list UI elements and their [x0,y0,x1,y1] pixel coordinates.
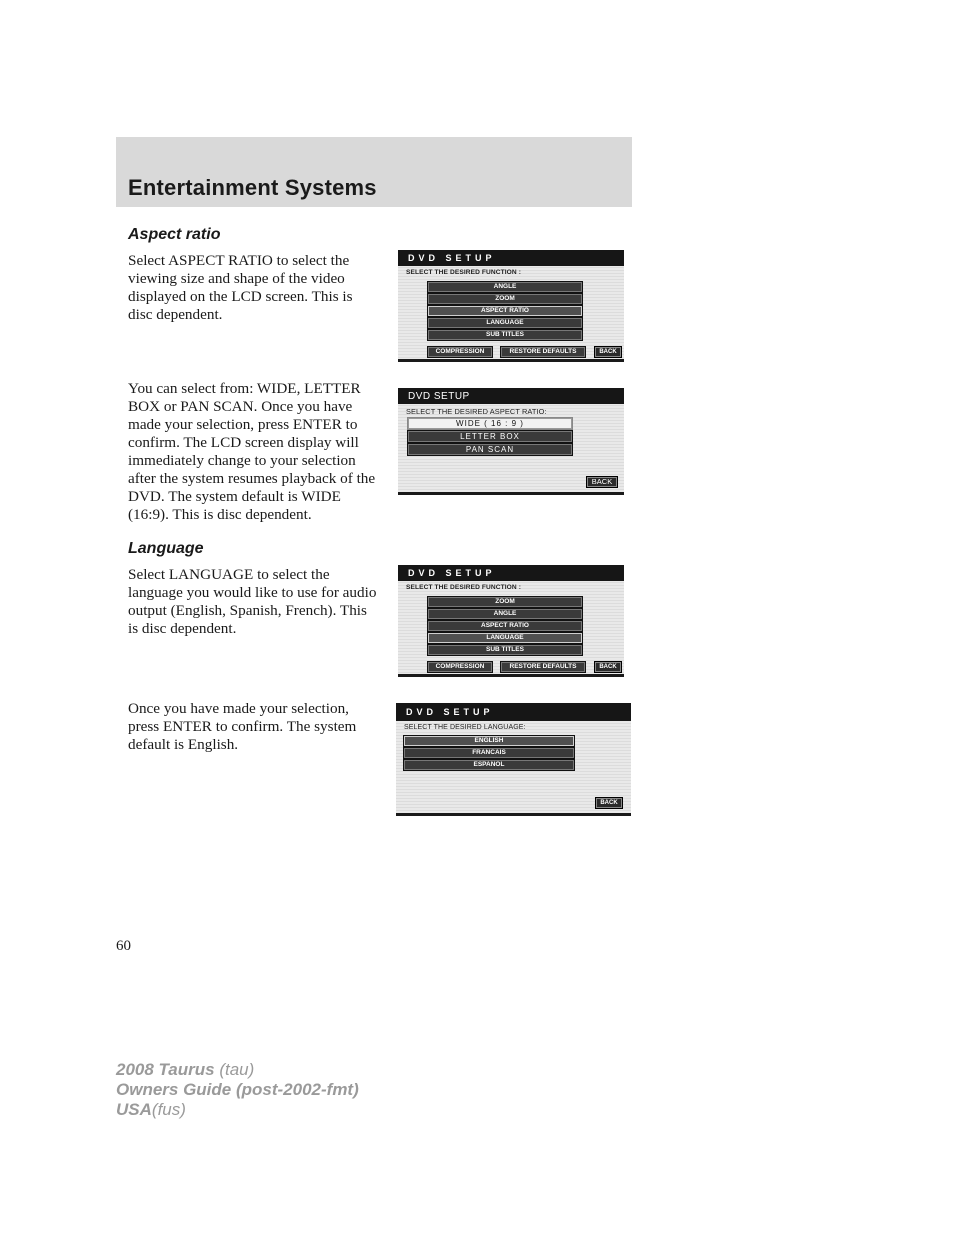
option-pan-scan[interactable]: PAN SCAN [407,443,573,456]
screen-title: DVD SETUP [398,250,624,266]
option-letter-box[interactable]: LETTER BOX [407,430,573,443]
restore-defaults-button[interactable]: RESTORE DEFAULTS [500,346,586,358]
dvd-setup-screen-function-menu-language [398,565,624,677]
screen-prompt: SELECT THE DESIRED ASPECT RATIO: [406,407,547,416]
back-button[interactable]: BACK [586,476,618,488]
back-button[interactable]: BACK [594,661,622,673]
dvd-setup-screen-language [396,703,631,816]
restore-defaults-button[interactable]: RESTORE DEFAULTS [500,661,586,673]
menu-item-angle[interactable]: ANGLE [427,281,583,293]
menu-item-sub-titles[interactable]: SUB TITLES [427,329,583,341]
footer-model-code: (tau) [219,1060,255,1079]
footer-market: USA [116,1100,152,1119]
language-paragraph-1: Select LANGUAGE to select the language you would like to use for audio output (English, Spanish, French). This is disc dependent. [128,566,377,637]
option-wide-16-9[interactable]: WIDE ( 16 : 9 ) [407,417,573,430]
footer-model: 2008 Taurus [116,1060,215,1079]
screen-prompt: SELECT THE DESIRED FUNCTION : [406,269,521,276]
menu-item-aspect-ratio[interactable]: ASPECT RATIO [427,620,583,632]
menu-item-angle[interactable]: ANGLE [427,608,583,620]
menu-item-sub-titles[interactable]: SUB TITLES [427,644,583,656]
aspect-ratio-paragraph-2: You can select from: WIDE, LETTER BOX or PAN SCAN. Once you have made your selection, press ENTER to confirm. The LCD screen display will immediately change to your selection after the system resumes playback of the DVD. The system default is WIDE (16:9). This is disc dependent. [128,380,376,523]
compression-button[interactable]: COMPRESSION [427,661,493,673]
option-espanol[interactable]: ESPANOL [403,759,575,771]
footer-line-3 [116,1100,359,1120]
screen-title: DVD SETUP [398,565,624,581]
document-footer [116,1060,359,1120]
screen-title: DVD SETUP [398,388,624,404]
dvd-setup-screen-aspect-ratio [398,388,624,495]
back-button[interactable]: BACK [595,797,623,809]
aspect-ratio-paragraph-1: Select ASPECT RATIO to select the viewing size and shape of the video displayed on the LCD screen. This is disc dependent. [128,252,353,323]
menu-item-language[interactable]: LANGUAGE [427,317,583,329]
menu-item-zoom[interactable]: ZOOM [427,596,583,608]
menu-item-aspect-ratio[interactable]: ASPECT RATIO [427,305,583,317]
option-francais[interactable]: FRANCAIS [403,747,575,759]
option-english[interactable]: ENGLISH [403,735,575,747]
language-paragraph-2: Once you have made your selection, press ENTER to confirm. The system default is English. [128,700,357,753]
heading-aspect-ratio: Aspect ratio [128,226,221,243]
footer-line-1 [116,1060,359,1080]
screen-prompt: SELECT THE DESIRED FUNCTION : [406,584,521,591]
footer-line-2: Owners Guide (post-2002-fmt) [116,1080,359,1099]
section-header-band [116,137,632,207]
menu-item-language[interactable]: LANGUAGE [427,632,583,644]
compression-button[interactable]: COMPRESSION [427,346,493,358]
heading-language: Language [128,540,204,557]
footer-market-code: (fus) [151,1100,186,1119]
page-number: 60 [116,938,131,954]
screen-title: DVD SETUP [396,703,631,721]
menu-item-zoom[interactable]: ZOOM [427,293,583,305]
section-title: Entertainment Systems [128,175,377,200]
screen-prompt: SELECT THE DESIRED LANGUAGE: [404,724,526,731]
dvd-setup-screen-function-menu [398,250,624,362]
back-button[interactable]: BACK [594,346,622,358]
